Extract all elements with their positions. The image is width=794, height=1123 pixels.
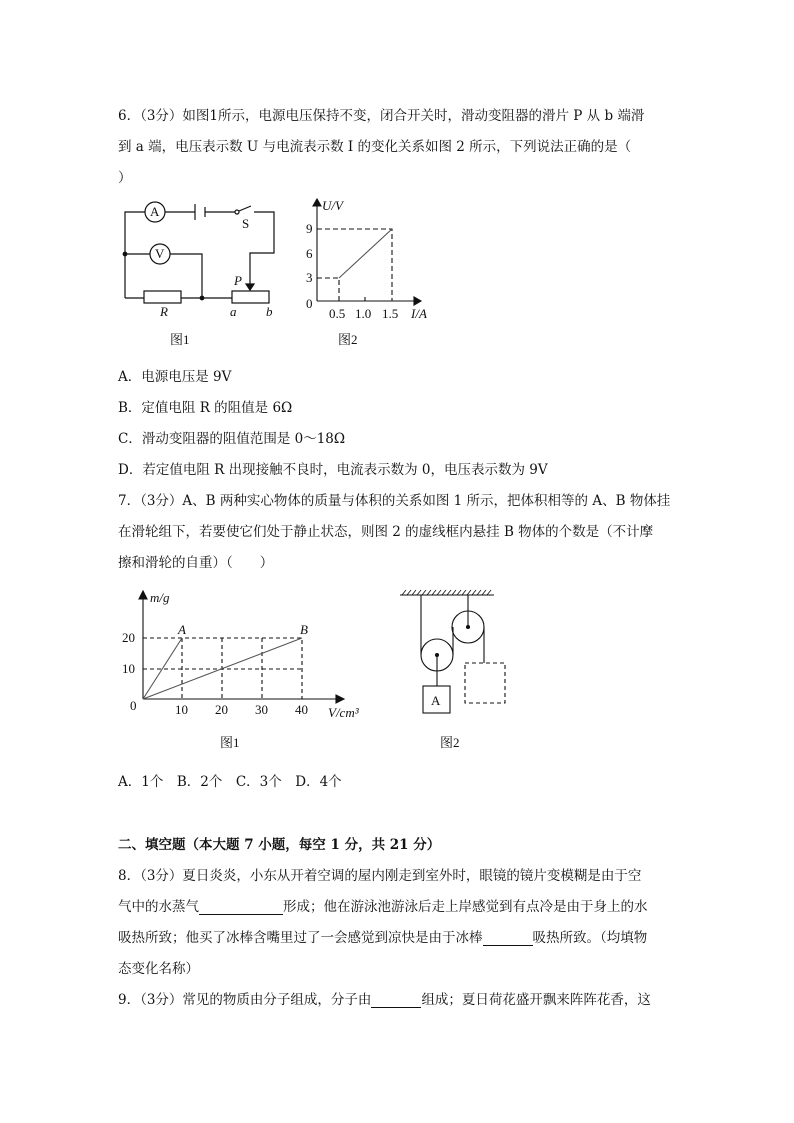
q6-option-a: A．电源电压是 9V — [118, 369, 232, 385]
q6-option-b: B．定值电阻 R 的阻值是 6Ω — [118, 400, 293, 416]
resistor-icon — [144, 291, 181, 303]
y-tick: 20 — [122, 630, 135, 645]
q9-line1 — [118, 988, 651, 1008]
answer-blank[interactable] — [483, 931, 533, 946]
q6-circuit-diagram — [123, 202, 274, 303]
slider-label: P — [234, 273, 242, 288]
q6-option-d: D．若定值电阻 R 出现接触不良时，电流表示数为 0，电压表示数为 9V — [118, 462, 548, 478]
q7-line3: 擦和滑轮的自重）（ ） — [118, 555, 274, 571]
text: 气中的水蒸气 — [118, 899, 199, 915]
q8-line2 — [118, 895, 648, 915]
q6-ui-graph — [313, 199, 421, 305]
q6-option-c: C．滑动变阻器的阻值范围是 0～18Ω — [118, 431, 346, 447]
switch-label: S — [242, 216, 250, 231]
x-tick: 1.0 — [355, 306, 372, 321]
x-tick: 20 — [215, 702, 228, 717]
y-tick: 0 — [306, 296, 313, 311]
x-tick: 30 — [255, 702, 268, 717]
x-tick: 0.5 — [329, 306, 346, 321]
text: 吸热所致。（均填物 — [532, 930, 648, 946]
text: 9．（3分）常见的物质由分子组成，分子由 — [118, 992, 372, 1008]
y-axis-label: U/V — [322, 198, 343, 213]
answer-blank[interactable] — [371, 993, 421, 1008]
point-b-label: B — [300, 622, 308, 637]
fig1-caption: 图1 — [170, 332, 190, 347]
q7-line2: 在滑轮组下，若要使它们处于静止状态，则图 2 的虚线框内悬挂 B 物体的个数是（不计摩 — [118, 524, 654, 540]
end-b-label: b — [266, 304, 273, 319]
x-axis-label: V/cm³ — [328, 705, 359, 720]
rheostat-icon — [232, 291, 269, 303]
q7-mass-volume-graph — [139, 591, 344, 703]
q7-pulley-diagram — [400, 590, 505, 713]
fig2-caption: 图2 — [440, 735, 460, 750]
object-a-label: A — [431, 693, 441, 708]
fig1-caption: 图1 — [220, 735, 240, 750]
q7-line1: 7．（3分）A、B 两种实心物体的质量与体积的关系如图 1 所示，把体积相等的 A、B 物体挂 — [118, 493, 671, 509]
q6-line3: ） — [118, 170, 132, 186]
q6-line1: 6．（3分）如图1所示，电源电压保持不变，闭合开关时，滑动变阻器的滑片 P 从 b 端滑 — [118, 108, 645, 124]
text: 形成；他在游泳池游泳后走上岸感觉到有点冷是由于身上的水 — [283, 899, 648, 915]
x-tick: 40 — [295, 702, 308, 717]
text: 吸热所致；他买了冰棒含嘴里过了一会感觉到凉快是由于冰棒 — [118, 930, 483, 946]
answer-blank[interactable] — [199, 900, 283, 915]
text: 组成；夏日荷花盛开飘来阵阵花香，这 — [421, 992, 651, 1008]
q8-line4: 态变化名称） — [118, 961, 199, 977]
y-axis-label: m/g — [150, 590, 170, 605]
end-a-label: a — [230, 304, 237, 319]
q7-options: A．1个 B．2个 C．3个 D．4个 — [118, 774, 342, 790]
q8-line1: 8．（3分）夏日炎炎，小东从开着空调的屋内刚走到室外时，眼镜的镜片变模糊是由于空 — [118, 868, 642, 884]
y-tick: 0 — [130, 698, 137, 713]
point-a-label: A — [178, 622, 186, 637]
x-tick: 1.5 — [382, 306, 399, 321]
y-tick: 6 — [306, 246, 313, 261]
q8-line3 — [118, 926, 647, 946]
section-heading: 二、填空题（本大题 7 小题，每空 1 分，共 21 分） — [118, 837, 441, 853]
q6-line2: 到 a 端，电压表示数 U 与电流表示数 I 的变化关系如图 2 所示，下列说法正确的是（ — [118, 139, 632, 155]
fig2-caption: 图2 — [338, 332, 358, 347]
x-tick: 10 — [175, 702, 188, 717]
voltmeter-label: V — [155, 246, 165, 261]
y-tick: 10 — [122, 661, 135, 676]
y-tick: 3 — [306, 270, 313, 285]
ammeter-label: A — [150, 204, 160, 219]
x-axis-label: I/A — [411, 306, 427, 321]
y-tick: 9 — [306, 221, 313, 236]
resistor-label: R — [160, 304, 168, 319]
